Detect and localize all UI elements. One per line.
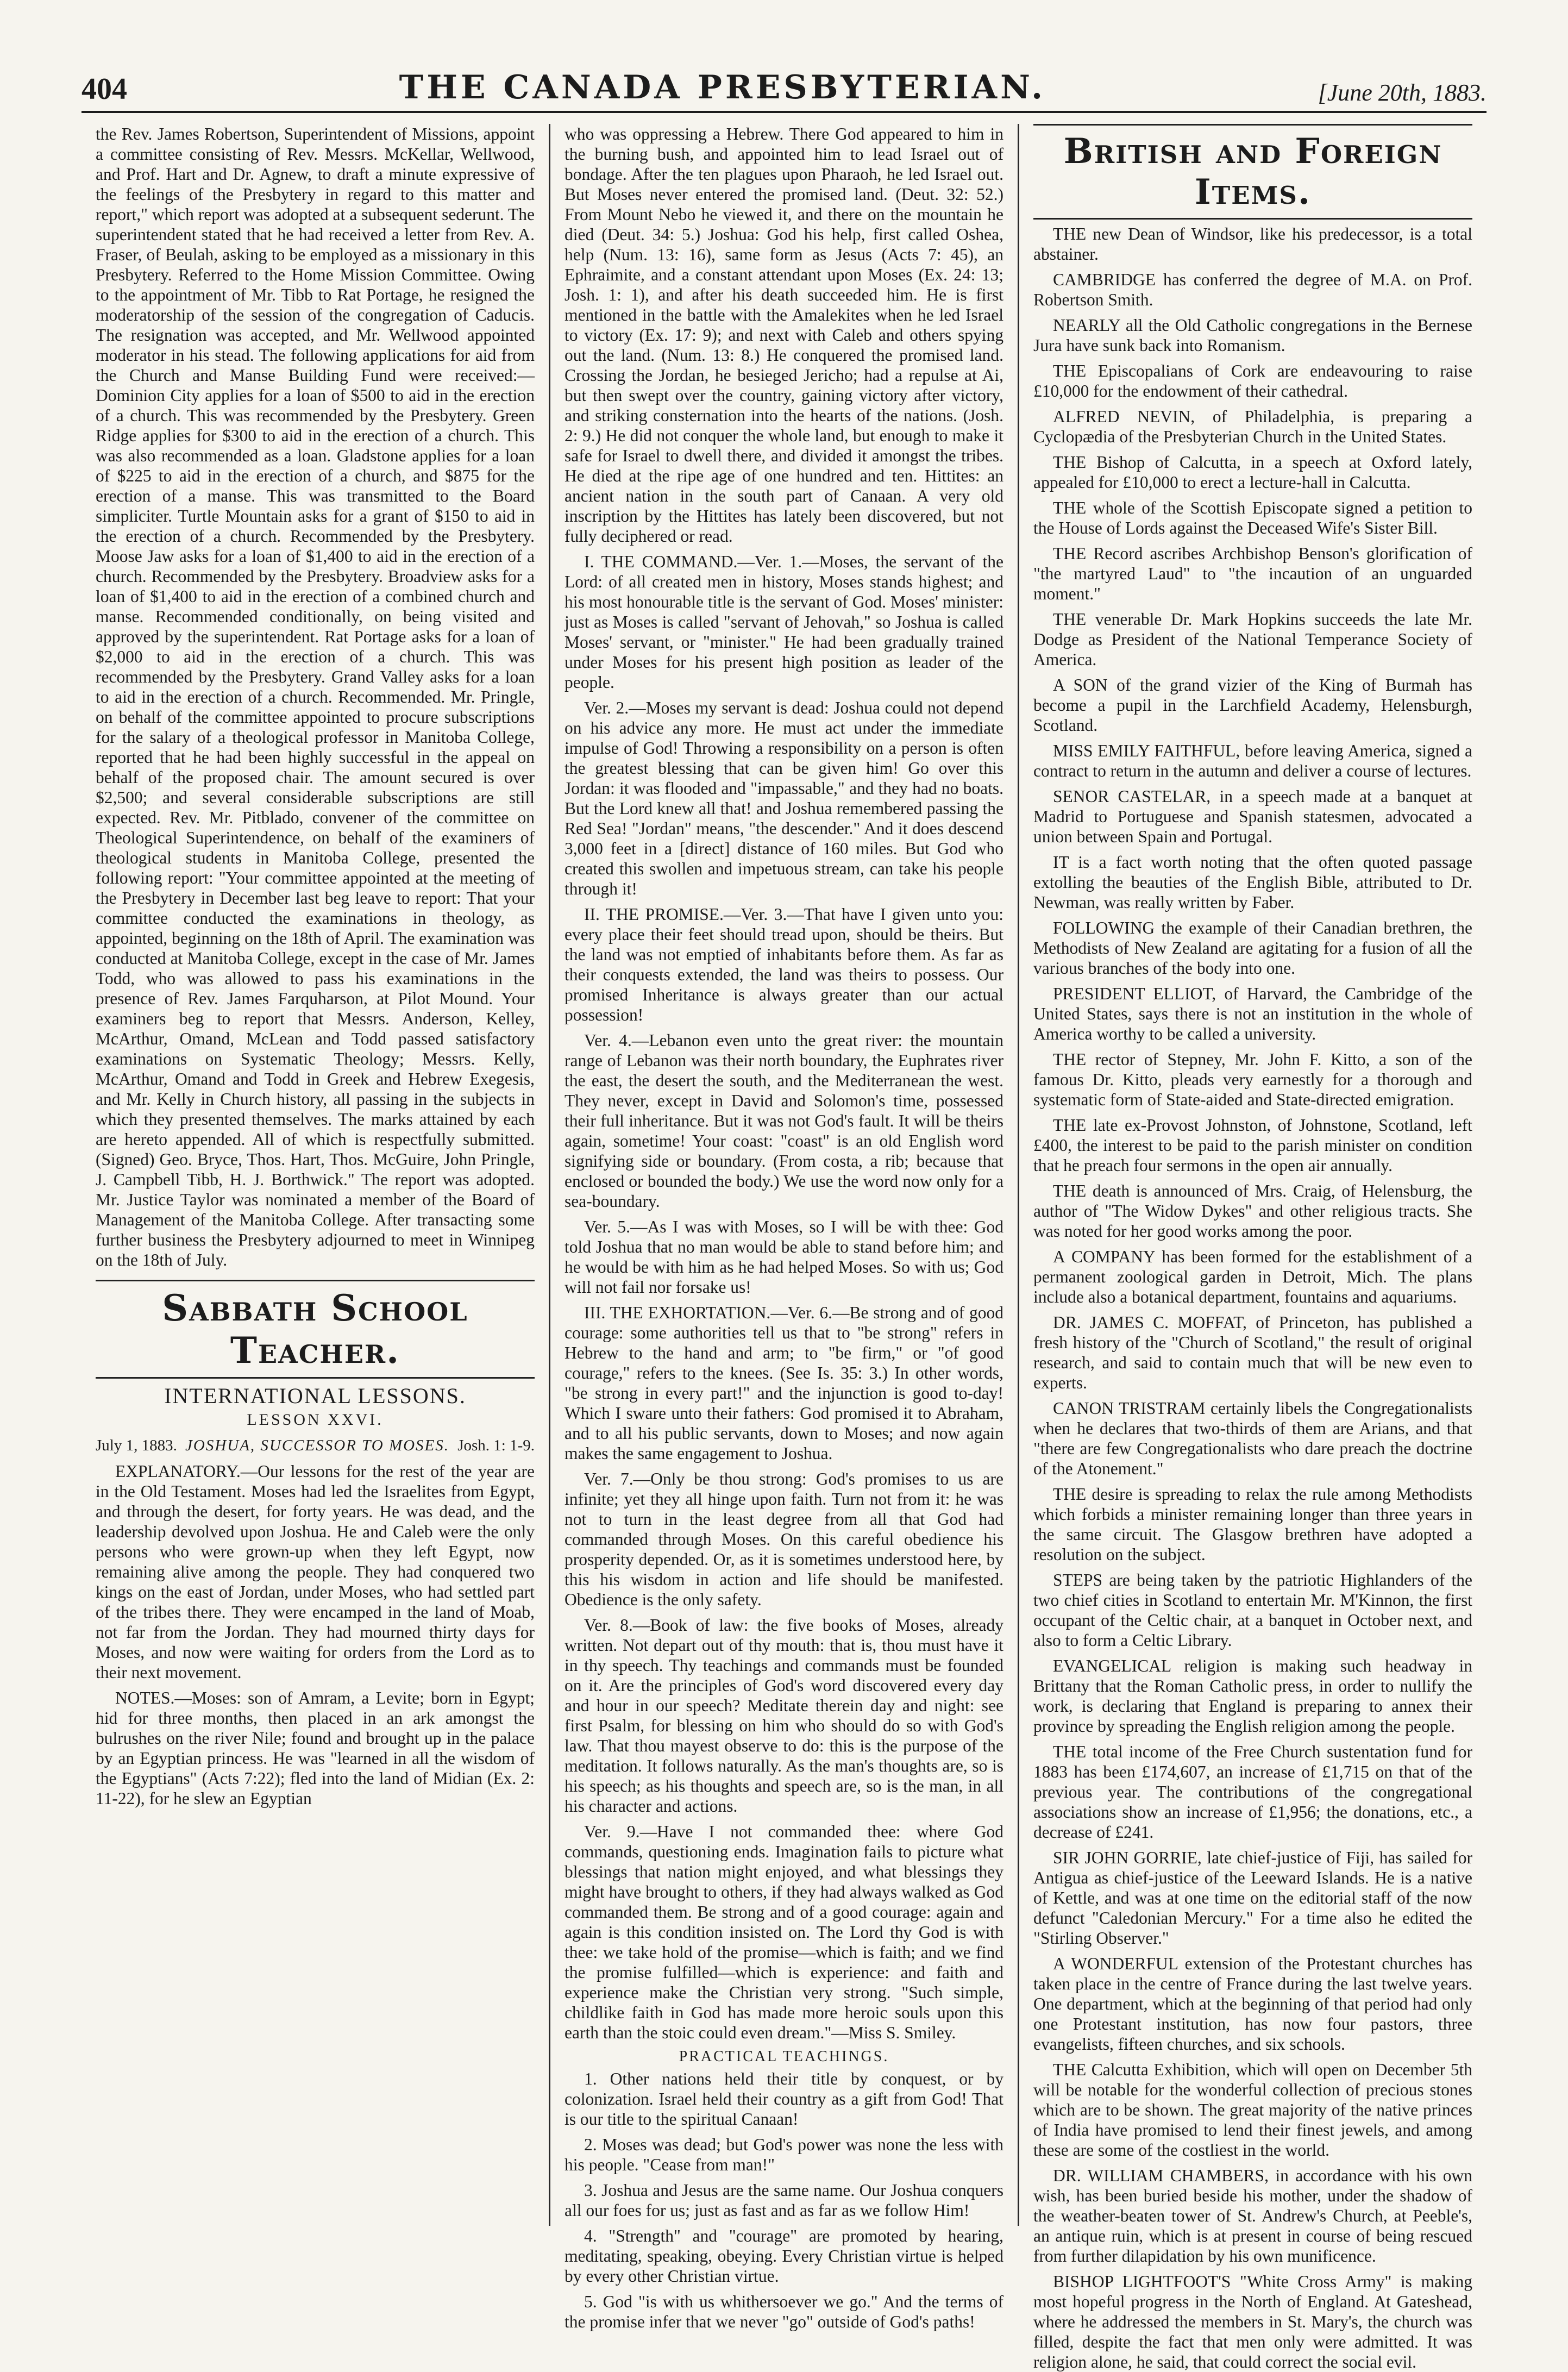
lesson-paragraph: Ver. 4.—Lebanon even unto the great river: the mountain range of Lebanon was their north boundary, the Euphrates river the east, the desert the south, and the Mediterranean the west. They never, except in David and Solomon's time, possessed their full inheritance. But it was not God's fault. It will be theirs again, sometime! Your coast: "coast" is an old English word signifying side or boundary. (From costa, a rib; because that enclosed or bounded the body.) We use the word now only for a sea-boundary. — [565, 1031, 1003, 1211]
news-item: THE new Dean of Windsor, like his predecessor, is a total abstainer. — [1033, 224, 1472, 264]
notes-paragraph: NOTES.—Moses: son of Amram, a Levite; born in Egypt; hid for three months, then placed in an ark amongst the bulrushes on the river Nile; found and brought up in the palace by an Egyptian princess. He was "learned in all the wisdom of the Egyptians" (Acts 7:22); fled into the land of Midian (Ex. 2: 11-22), for he slew an Egyptian — [96, 1688, 535, 1808]
issue-date: [June 20th, 1883. — [1318, 79, 1487, 106]
news-item: A WONDERFUL extension of the Protestant churches has taken place in the centre of France during the last twelve years. One department, which at the beginning of that period had only one Protestant institution, has now four pastors, three evangelists, fifteen churches, and six schools. — [1033, 1954, 1472, 2054]
columns — [81, 124, 1487, 2371]
practical-item: 2. Moses was dead; but God's power was none the less with his people. "Cease from man!" — [565, 2135, 1003, 2174]
practical-item: 5. God "is with us whithersoever we go." And the terms of the promise infer that we never "go" outside of God's paths! — [565, 2292, 1003, 2331]
sabbath-school-heading: Sabbath School Teacher. — [96, 1280, 535, 1379]
lesson-paragraph: Ver. 9.—Have I not commanded thee: where God commands, questioning ends. Imagination fails to picture what blessings that nation might enjoyed, and what blessings they might have brought to others, if they had always walked as God commanded them. Be strong and of a good courage: again and again is this condition insisted on. The Lord thy God is with thee: we take hold of the promise—which is faith; and we find the promise fulfilled—which is experience: and faith and experience make the Christian very strong. "Such simple, childlike faith in God has made more heroic souls upon this earth than the stoic could even dream."—Miss S. Smiley. — [565, 1822, 1003, 2042]
news-item: DR. WILLIAM CHAMBERS, in accordance with his own wish, has been buried beside his mother, under the shadow of the weather-beaten tower of St. Andrew's Church, at Peeble's, an antique ruin, which is at present in course of being rescued from further dilapidation by his own munificence. — [1033, 2166, 1472, 2265]
news-item: THE Episcopalians of Cork are endeavouring to raise £10,000 for the endowment of their cathedral. — [1033, 361, 1472, 400]
journal-title: THE CANADA PRESBYTERIAN. — [399, 68, 1046, 107]
news-item: THE total income of the Free Church sustentation fund for 1883 has been £174,607, an increase of £1,715 on that of the previous year. The contributions of the congregational associations show an increase of £1,956; the donations, etc., a decrease of £241. — [1033, 1742, 1472, 1842]
news-item: THE Calcutta Exhibition, which will open on December 5th will be notable for the wonderful collection of precious stones which are to be shown. The great majority of the native princes of India have promised to lend their finest jewels, and among these are some of the costliest in the world. — [1033, 2060, 1472, 2160]
lesson-paragraph: who was oppressing a Hebrew. There God appeared to him in the burning bush, and appointed him to lead Israel out of bondage. After the ten plagues upon Pharaoh, he led Israel out. But Moses never entered the promised land. (Deut. 32: 52.) From Mount Nebo he viewed it, and there on the mountain he died (Deut. 34: 5.) Joshua: God his help, first called Oshea, help (Num. 13: 16), same form as Jesus (Acts 7: 45), an Ephraimite, and a constant attendant upon Moses (Ex. 24: 13; Josh. 1: 1), and after his death succeeded him. He is first mentioned in the battle with the Amalekites when he led Israel to victory (Ex. 17: 9); and next with Caleb and others spying out the land. (Num. 13: 8.) He conquered the promised land. Crossing the Jordan, he besieged Jericho; had a repulse at Ai, but then swept over the country, gaining victory after victory, and striking consternation into the hearts of the nations. (Josh. 2: 9.) He did not conquer the whole land, but enough to make it safe for Israel to dwell there, and divided it amongst the tribes. He died at the ripe age of one hundred and ten. Hittites: an ancient nation in the south part of Canaan. A very old inscription by the Hittites has lately been discovered, but not fully deciphered or read. — [565, 124, 1003, 546]
lesson-paragraph: Ver. 7.—Only be thou strong: God's promises to us are infinite; yet they all hinge upon faith. Turn not from it: he was not to turn in the least degree from all that God had commanded through Moses. On this careful obedience his prosperity depended. Or, as it is sometimes understood here, by this his wisdom in action and life should be manifested. Obedience is the only safety. — [565, 1469, 1003, 1609]
news-item: THE Bishop of Calcutta, in a speech at Oxford lately, appealed for £10,000 to erect a lecture-hall in Calcutta. — [1033, 453, 1472, 492]
news-item: THE whole of the Scottish Episcopate signed a petition to the House of Lords against the Deceased Wife's Sister Bill. — [1033, 498, 1472, 537]
practical-item: 1. Other nations held their title by conquest, or by colonization. Israel held their country as a gift from God! That is our title to the spiritual Canaan! — [565, 2069, 1003, 2129]
news-item: PRESIDENT ELLIOT, of Harvard, the Cambridge of the United States, says there is not an institution in the whole of America worthy to be called a university. — [1033, 984, 1472, 1043]
international-lessons-heading: INTERNATIONAL LESSONS. — [164, 1384, 466, 1408]
column-1 — [81, 124, 549, 2226]
lesson-paragraph: III. THE EXHORTATION.—Ver. 6.—Be strong and of good courage: some authorities tell us that to "be strong" refers in Hebrew to the hand and arm; to "be firm," or "of good courage," refers to the knees. (See Is. 35: 3.) In other words, "be strong in every part!" and the injunction is good to-day! Which I sware unto their fathers: God promised it to Abraham, and to all his public servants, down to Moses; and now again makes the same engagement to Joshua. — [565, 1303, 1003, 1463]
lesson-paragraph: Ver. 5.—As I was with Moses, so I will be with thee: God told Joshua that no man would be able to stand before him; and he would be with him as he had helped Moses. So with us; God will not fail nor forsake us! — [565, 1217, 1003, 1297]
news-item: BISHOP LIGHTFOOT'S "White Cross Army" is making most hopeful progress in the North of England. At Gateshead, where he addressed the members in St. Mary's, the church was filled, despite the fact that men only were admitted. It was religion alone, he said, that could correct the social evil. — [1033, 2272, 1472, 2371]
presbytery-report: the Rev. James Robertson, Superintendent of Missions, appoint a committee consisting of Rev. Messrs. McKellar, Wellwood, and Prof. Hart and Dr. Agnew, to draft a minute expressive of the feelings of the Presbytery in regard to this matter and report," which report was adopted at a subsequent sederunt. The superintendent stated that he had received a letter from Rev. A. Fraser, of Beulah, asking to be employed as a missionary in this Presbytery. Referred to the Home Mission Committee. Owing to the appointment of Mr. Tibb to Rat Portage, he resigned the moderatorship of the session of the congregation of Caducis. The resignation was accepted, and Mr. Wellwood appointed moderator in his stead. The following applications for aid from the Church and Manse Building Fund were received:—Dominion City applies for a loan of $500 to aid in the erection of a church. This was recommended by the Presbytery. Green Ridge applies for $300 to aid in the erection of a church. This was also recommended as a loan. Gladstone applies for a loan of $225 to aid in the erection of a church, and $875 for the erection of a manse. This was transmitted to the Board simpliciter. Turtle Mountain asks for a grant of $150 to aid in the erection of a church. Recommended by the Presbytery. Moose Jaw asks for a loan of $1,400 to aid in the erection of a church. Recommended by the Presbytery. Broadview asks for a loan of $1,400 to aid in the erection of a combined church and manse. Recommended conditionally, on being visited and approved by the superintendent. Rat Portage asks for a loan of $2,000 to aid in the erection of a church. This was recommended by the Presbytery. Grand Valley asks for a loan to aid in the erection of a church. Recommended. Mr. Pringle, on behalf of the committee appointed to procure subscriptions for the salary of a theological professor in Manitoba College, reported that he had been highly successful in the appeal on behalf of the proposed chair. The amount secured is over $2,500; and several considerable subscriptions are still expected. Rev. Mr. Pitblado, convener of the committee on Theological Superintendence, on behalf of the examiners of theological students in Manitoba College, presented the following report: "Your committee appointed at the meeting of the Presbytery in December last beg leave to report: That your committee conducted the examinations in theology, as appointed, beginning on the 18th of April. The examination was conducted at Manitoba College, except in the case of Mr. James Todd, who was allowed to pass his examinations in the presence of Rev. James Farquharson, at Pilot Mound. Your examiners beg to report that Messrs. Anderson, Kelley, McArthur, Omand, McLean and Todd passed satisfactory examinations on Systematic Theology; Messrs. Kelly, McArthur, Omand and Todd in Greek and Hebrew Exegesis, and Mr. Kelly in Church history, all passing in the subjects in which they presented themselves. The marks attained by each are hereto appended. All of which is respectfully submitted. (Signed) Geo. Bryce, Thos. Hart, Thos. McGuire, John Pringle, J. Campbell Tibb, H. J. Borthwick." The report was adopted. Mr. Justice Taylor was nominated a member of the Board of Management of the Manitoba College. After transacting some further business the Presbytery adjourned to meet in Winnipeg on the 18th of July. — [96, 124, 535, 1269]
practical-item: 4. "Strength" and "courage" are promoted by hearing, meditating, speaking, obeying. Every Christian virtue is helped by every other Christian virtue. — [565, 2226, 1003, 2286]
news-item: ALFRED NEVIN, of Philadelphia, is preparing a Cyclopædia of the Presbyterian Church in the United States. — [1033, 407, 1472, 446]
lesson-paragraph: II. THE PROMISE.—Ver. 3.—That have I given unto you: every place their feet should tread upon, should be theirs. But the land was not emptied of inhabitants before them. As far as their conquests extended, the land was theirs to possess. Our promised Inheritance is always greater than our actual possession! — [565, 905, 1003, 1024]
lesson-paragraph: Ver. 8.—Book of law: the five books of Moses, already written. Not depart out of thy mouth: that is, thou must have it in thy speech. Thy teachings and commands must be founded on it. Are the principles of God's word discovered every day and hour in our speech? Meditate therein day and night: see first Psalm, for blessing on him who should do so with God's law. That thou mayest observe to do: this is the purpose of the meditation. It follows naturally. As the man's thoughts are, so is his speech; as his thoughts and speech are, so is the man, in all his character and actions. — [565, 1616, 1003, 1816]
news-item: SIR JOHN GORRIE, late chief-justice of Fiji, has sailed for Antigua as chief-justice of the Leeward Islands. He is a native of Kettle, and was at one time on the editorial staff of the now defunct "Caledonian Mercury." For a time also he edited the "Stirling Observer." — [1033, 1848, 1472, 1948]
news-item: A COMPANY has been formed for the establishment of a permanent zoological garden in Detroit, Mich. The plans include also a botanical department, fountains and aquariums. — [1033, 1247, 1472, 1306]
news-item: MISS EMILY FAITHFUL, before leaving America, signed a contract to return in the autumn and deliver a course of lectures. — [1033, 741, 1472, 780]
news-item: THE Record ascribes Archbishop Benson's glorification of "the martyred Laud" to "the incaution of an unguarded moment." — [1033, 544, 1472, 603]
lesson-paragraph: Ver. 2.—Moses my servant is dead: Joshua could not depend on his advice any more. He must act under the immediate impulse of God! Throwing a responsibility on a person is often the greatest blessing that can be given him! Go over this Jordan: it was flooded and "impassable," and they had no boats. But the Lord knew all that! and Joshua remembered passing the Red Sea! "Jordan" means, "the descender." And it does descend 3,000 feet in a [direct] distance of 160 miles. But God who created this swollen and impetuous stream, can take his people through it! — [565, 698, 1003, 898]
news-item: SENOR CASTELAR, in a speech made at a banquet at Madrid to Portuguese and Spanish statesmen, advocated a union between Spain and Portugal. — [1033, 787, 1472, 846]
page-number: 404 — [81, 72, 127, 106]
lesson-reference: Josh. 1: 1-9. — [457, 1437, 535, 1454]
practical-item: 3. Joshua and Jesus are the same name. Our Joshua conquers all our foes for us; just as fast and as far as we follow Him! — [565, 2181, 1003, 2220]
news-item: THE rector of Stepney, Mr. John F. Kitto, a son of the famous Dr. Kitto, pleads very earnestly for a thorough and systematic form of State-aided and State-directed emigration. — [1033, 1050, 1472, 1109]
news-item: DR. JAMES C. MOFFAT, of Princeton, has published a fresh history of the "Church of Scotland," the result of original research, and said to contain much that will be new even to experts. — [1033, 1313, 1472, 1392]
news-item: IT is a fact worth noting that the often quoted passage extolling the beauties of the English Bible, attributed to Dr. Newman, was really written by Faber. — [1033, 853, 1472, 912]
news-item: EVANGELICAL religion is making such headway in Brittany that the Roman Catholic press, in order to nullify the work, is declaring that England is preparing to annex their province by spreading the English religion among the people. — [1033, 1656, 1472, 1736]
lesson-date: July 1, 1883. — [96, 1437, 177, 1454]
news-item: CAMBRIDGE has conferred the degree of M.A. on Prof. Robertson Smith. — [1033, 270, 1472, 309]
lesson-bar — [96, 1437, 535, 1455]
lesson-title: JOSHUA, SUCCESSOR TO MOSES. — [185, 1437, 450, 1454]
british-foreign-heading: British and Foreign Items. — [1033, 124, 1472, 220]
news-item: THE desire is spreading to relax the rule among Methodists which forbids a minister remaining longer than three years in the same circuit. The Glasgow brethren have adopted a resolution on the subject. — [1033, 1485, 1472, 1564]
news-item: NEARLY all the Old Catholic congregations in the Bernese Jura have sunk back into Romanism. — [1033, 316, 1472, 355]
news-item: FOLLOWING the example of their Canadian brethren, the Methodists of New Zealand are agitating for a fusion of all the various branches of the body into one. — [1033, 918, 1472, 978]
practical-teachings-heading: PRACTICAL TEACHINGS. — [679, 2048, 889, 2065]
masthead — [81, 64, 1487, 113]
news-item: A SON of the grand vizier of the King of Burmah has become a pupil in the Larchfield Academy, Helensburgh, Scotland. — [1033, 675, 1472, 735]
news-item: STEPS are being taken by the patriotic Highlanders of the two chief cities in Scotland to entertain Mr. M'Kinnon, the first occupant of the Celtic chair, at a banquet in October next, and also to form a Celtic Library. — [1033, 1570, 1472, 1650]
column-3 — [1018, 124, 1487, 2371]
news-item: THE death is announced of Mrs. Craig, of Helensburg, the author of "The Widow Dykes" and other religious tracts. She was noted for her good works among the poor. — [1033, 1181, 1472, 1241]
lesson-paragraph: I. THE COMMAND.—Ver. 1.—Moses, the servant of the Lord: of all created men in history, Moses stands highest; and his most honourable title is the servant of God. Moses' minister: just as Moses is called "servant of Jehovah," so Joshua is called Moses' servant, or "minister." He had been gradually trained under Moses for his present high position as leader of the people. — [565, 552, 1003, 692]
news-item: CANON TRISTRAM certainly libels the Congregationalists when he declares that two-thirds of them are Arians, and that "there are few Congregationalists who dare preach the doctrine of the Atonement." — [1033, 1399, 1472, 1478]
news-item: THE venerable Dr. Mark Hopkins succeeds the late Mr. Dodge as President of the National Temperance Society of America. — [1033, 610, 1472, 669]
explanatory-paragraph: EXPLANATORY.—Our lessons for the rest of the year are in the Old Testament. Moses had led the Israelites from Egypt, and through the desert, for forty years. He was dead, and the leadership devolved upon Joshua. He and Caleb were the only persons who were grown-up when they left Egypt, now remaining alive among the people. They had conquered two kings on the east of Jordan, under Moses, who had settled part of the tribes there. They were encamped in the land of Moab, not far from the Jordan. They had mourned thirty days for Moses, and now were waiting for orders from the Lord as to their next movement. — [96, 1462, 535, 1682]
lesson-number: LESSON XXVI. — [247, 1411, 384, 1429]
column-2 — [549, 124, 1018, 2331]
news-item: THE late ex-Provost Johnston, of Johnstone, Scotland, left £400, the interest to be paid to the parish minister on condition that he preach four sermons in the open air annually. — [1033, 1116, 1472, 1175]
